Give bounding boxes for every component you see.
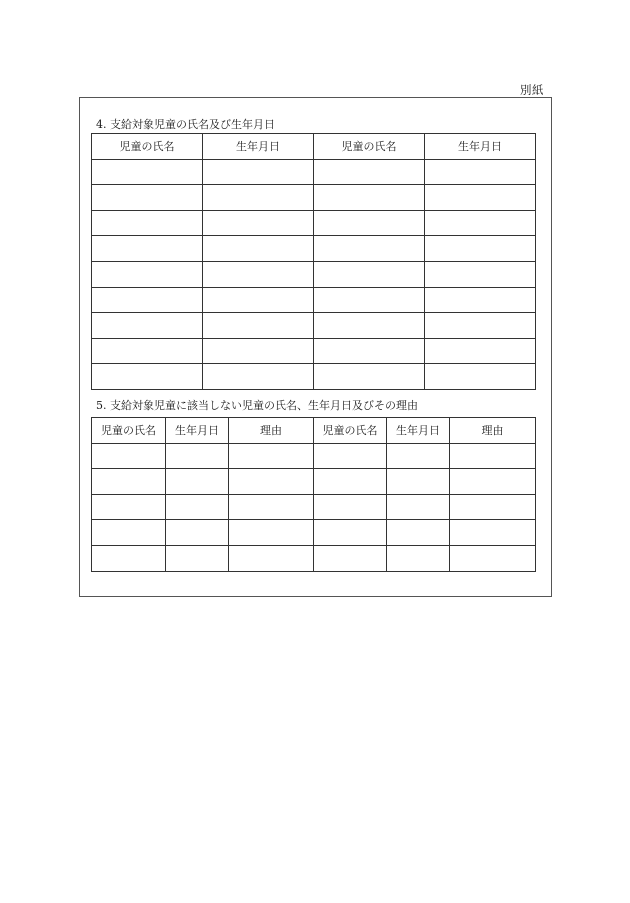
header-child-name: 児童の氏名 xyxy=(92,418,166,444)
entry-cell[interactable] xyxy=(203,185,314,211)
entry-cell[interactable] xyxy=(229,494,314,520)
entry-cell[interactable] xyxy=(166,494,229,520)
entry-cell[interactable] xyxy=(425,287,536,313)
table-row xyxy=(92,185,536,211)
header-birthdate: 生年月日 xyxy=(166,418,229,444)
entry-cell[interactable] xyxy=(450,443,536,469)
entry-cell[interactable] xyxy=(387,494,450,520)
header-child-name: 児童の氏名 xyxy=(314,418,387,444)
table-row xyxy=(92,287,536,313)
entry-cell[interactable] xyxy=(92,236,203,262)
entry-cell[interactable] xyxy=(450,469,536,495)
table-row xyxy=(92,364,536,390)
entry-cell[interactable] xyxy=(314,469,387,495)
table-row xyxy=(92,469,536,495)
entry-cell[interactable] xyxy=(92,520,166,546)
child-list-table xyxy=(91,133,536,390)
entry-cell[interactable] xyxy=(166,443,229,469)
entry-cell[interactable] xyxy=(92,364,203,390)
entry-cell[interactable] xyxy=(425,338,536,364)
entry-cell[interactable] xyxy=(314,313,425,339)
table-row xyxy=(92,494,536,520)
entry-cell[interactable] xyxy=(166,545,229,571)
entry-cell[interactable] xyxy=(203,338,314,364)
entry-cell[interactable] xyxy=(425,261,536,287)
entry-cell[interactable] xyxy=(92,159,203,185)
entry-cell[interactable] xyxy=(425,236,536,262)
table-row xyxy=(92,338,536,364)
entry-cell[interactable] xyxy=(229,520,314,546)
table-row xyxy=(92,236,536,262)
entry-cell[interactable] xyxy=(314,338,425,364)
entry-cell[interactable] xyxy=(203,236,314,262)
header-child-name: 児童の氏名 xyxy=(314,134,425,160)
section-4-title: 4. 支給対象児童の氏名及び生年月日 xyxy=(96,118,275,131)
table-row xyxy=(92,443,536,469)
entry-cell[interactable] xyxy=(314,520,387,546)
entry-cell[interactable] xyxy=(92,185,203,211)
entry-cell[interactable] xyxy=(314,159,425,185)
entry-cell[interactable] xyxy=(425,313,536,339)
header-birthdate: 生年月日 xyxy=(203,134,314,160)
section-5-title: 5. 支給対象児童に該当しない児童の氏名、生年月日及びその理由 xyxy=(96,399,418,412)
entry-cell[interactable] xyxy=(425,185,536,211)
entry-cell[interactable] xyxy=(425,210,536,236)
table-row xyxy=(92,520,536,546)
entry-cell[interactable] xyxy=(450,494,536,520)
table-row xyxy=(92,210,536,236)
entry-cell[interactable] xyxy=(203,287,314,313)
table-header-row xyxy=(92,418,536,444)
entry-cell[interactable] xyxy=(203,159,314,185)
table-row xyxy=(92,313,536,339)
entry-cell[interactable] xyxy=(92,545,166,571)
table-row xyxy=(92,261,536,287)
entry-cell[interactable] xyxy=(314,185,425,211)
entry-cell[interactable] xyxy=(425,159,536,185)
table-row xyxy=(92,159,536,185)
entry-cell[interactable] xyxy=(92,338,203,364)
entry-cell[interactable] xyxy=(203,364,314,390)
entry-cell[interactable] xyxy=(92,261,203,287)
attachment-label: 別紙 xyxy=(520,83,544,97)
entry-cell[interactable] xyxy=(387,443,450,469)
header-reason: 理由 xyxy=(229,418,314,444)
table-header-row xyxy=(92,134,536,160)
entry-cell[interactable] xyxy=(203,261,314,287)
entry-cell[interactable] xyxy=(92,287,203,313)
entry-cell[interactable] xyxy=(92,469,166,495)
header-birthdate: 生年月日 xyxy=(387,418,450,444)
entry-cell[interactable] xyxy=(425,364,536,390)
entry-cell[interactable] xyxy=(229,545,314,571)
entry-cell[interactable] xyxy=(92,494,166,520)
entry-cell[interactable] xyxy=(314,236,425,262)
entry-cell[interactable] xyxy=(92,443,166,469)
excluded-child-table xyxy=(91,417,536,572)
entry-cell[interactable] xyxy=(314,210,425,236)
entry-cell[interactable] xyxy=(314,494,387,520)
entry-cell[interactable] xyxy=(314,443,387,469)
table-row xyxy=(92,545,536,571)
header-child-name: 児童の氏名 xyxy=(92,134,203,160)
entry-cell[interactable] xyxy=(166,469,229,495)
entry-cell[interactable] xyxy=(203,210,314,236)
entry-cell[interactable] xyxy=(450,545,536,571)
entry-cell[interactable] xyxy=(166,520,229,546)
entry-cell[interactable] xyxy=(92,210,203,236)
header-birthdate: 生年月日 xyxy=(425,134,536,160)
entry-cell[interactable] xyxy=(314,287,425,313)
entry-cell[interactable] xyxy=(314,545,387,571)
entry-cell[interactable] xyxy=(387,545,450,571)
header-reason: 理由 xyxy=(450,418,536,444)
entry-cell[interactable] xyxy=(229,443,314,469)
entry-cell[interactable] xyxy=(229,469,314,495)
entry-cell[interactable] xyxy=(387,469,450,495)
entry-cell[interactable] xyxy=(203,313,314,339)
entry-cell[interactable] xyxy=(450,520,536,546)
entry-cell[interactable] xyxy=(92,313,203,339)
entry-cell[interactable] xyxy=(387,520,450,546)
entry-cell[interactable] xyxy=(314,364,425,390)
entry-cell[interactable] xyxy=(314,261,425,287)
